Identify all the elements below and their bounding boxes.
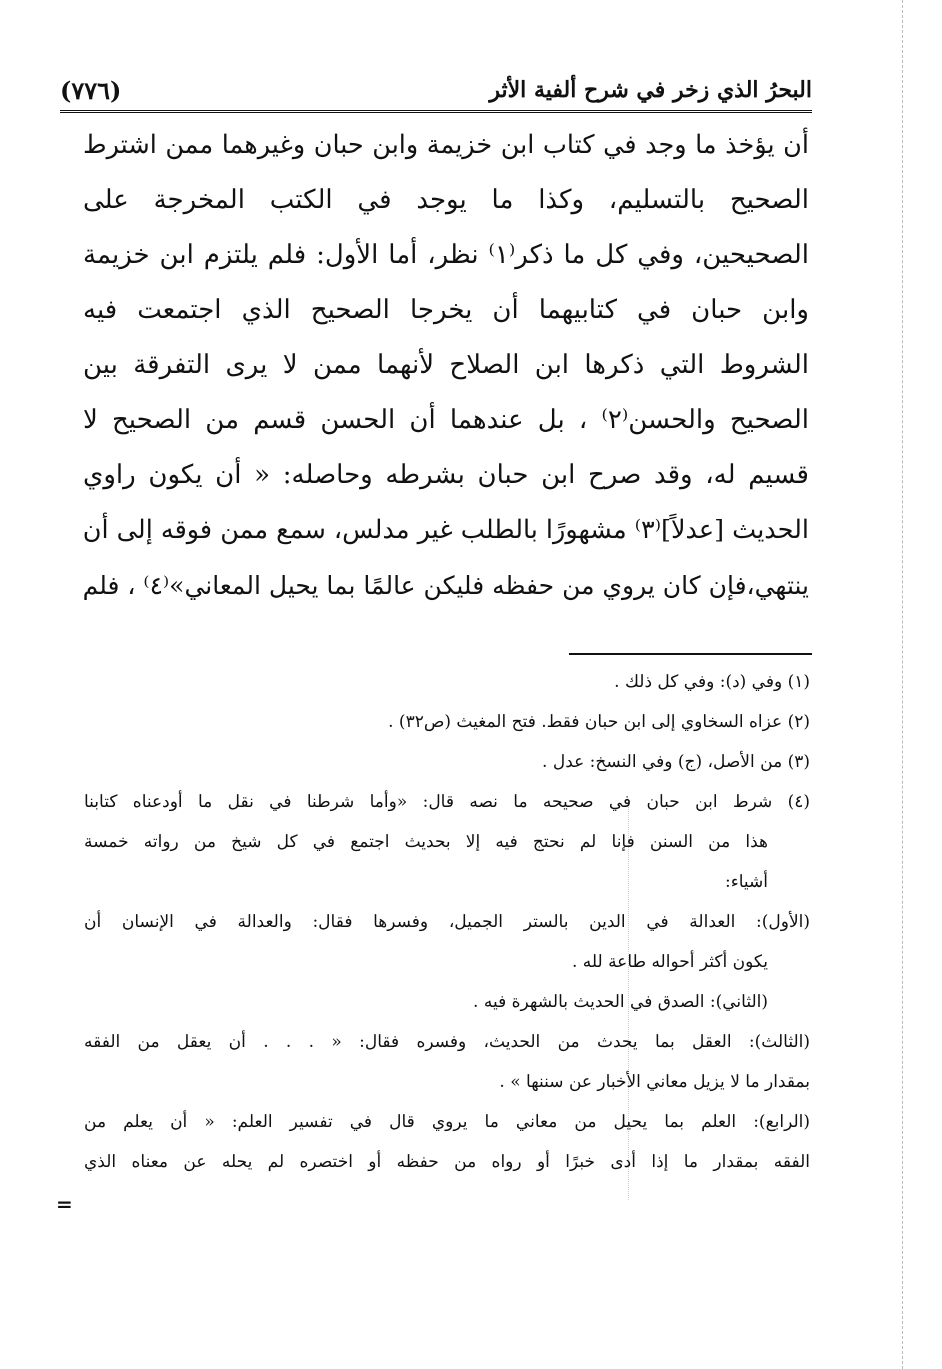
text-line: ينتهي،فإن كان يروي من حفظه فليكن عالمًا بما يحيل المعاني»⁽٤⁾ ، فلم (82, 571, 809, 600)
text-line: قسيم له، وقد صرح ابن حبان بشرطه وحاصله: « أن يكون راوي (83, 460, 809, 490)
text-line: وابن حبان في كتابيهما أن يخرجا الصحيح الذي اجتمعت فيه (83, 295, 809, 325)
footnote-line: (الرابع): العلم بما يحيل من معاني ما يروي قال في تفسير العلم: « أن يعلم من (84, 1112, 810, 1132)
page-number: (٧٧٦) (60, 75, 122, 105)
footnote-line: هذا من السنن فإنا لم نحتج فيه إلا بحديث اجتمع في كل شيخ من رواته خمسة (84, 832, 768, 852)
text-line: الصحيحين، وفي كل ما ذكر⁽١⁾ نظر، أما الأول: فلم يلتزم ابن خزيمة (83, 240, 809, 270)
footnote-line: (الثاني): الصدق في الحديث بالشهرة فيه . (473, 992, 768, 1012)
footnote-line: (الثالث): العقل بما يحدث من الحديث، وفسره فقال: « . . . أن يعقل من الفقه (84, 1032, 810, 1052)
header-rule (60, 110, 812, 113)
page-fold-line (902, 0, 903, 1369)
book-title: البحرُ الذي زخر في شرح ألفية الأثر (489, 77, 812, 103)
text-line: أن يؤخذ ما وجد في كتاب ابن خزيمة وابن حبان وغيرهما ممن اشترط (83, 130, 809, 160)
footnote-line: (٣) من الأصل، (ج) وفي النسخ: عدل . (542, 752, 810, 772)
footnote-separator (569, 653, 812, 655)
text-line: الصحيح بالتسليم، وكذا ما يوجد في الكتب المخرجة على (83, 185, 809, 215)
continuation-mark: = (56, 1192, 73, 1216)
footnote-line: (١) وفي (د): وفي كل ذلك . (614, 672, 810, 692)
footnote-line: (٢) عزاه السخاوي إلى ابن حبان فقط. فتح المغيث (ص٣٢) . (388, 712, 810, 732)
footnotes (84, 662, 810, 1182)
footnote-line: (٤) شرط ابن حبان في صحيحه ما نصه قال: «وأما شرطنا في نقل ما أودعناه كتابنا (84, 792, 810, 812)
footnote-line: بمقدار ما لا يزيل معاني الأخبار عن سننها » . (499, 1072, 810, 1092)
text-line: الصحيح والحسن⁽٢⁾ ، بل عندهما أن الحسن قسم من الصحيح لا (83, 405, 809, 435)
page-header (60, 72, 812, 108)
footnote-line: يكون أكثر أحواله طاعة لله . (571, 952, 768, 972)
footnote-line: أشياء: (725, 872, 768, 892)
footnote-line: الفقه بمقدار ما إذا أدى خبرًا أو رواه من حفظه أو اختصره لم يحله عن معناه الذي (84, 1152, 810, 1172)
text-line: الشروط التي ذكرها ابن الصلاح لأنهما ممن لا يرى التفرقة بين (83, 350, 809, 380)
text-line: الحديث [عدلاً]⁽٣⁾ مشهورًا بالطلب غير مدلس، سمع ممن فوقه إلى أن (82, 515, 809, 545)
main-text (83, 118, 809, 613)
footnote-line: (الأول): العدالة في الدين بالستر الجميل، وفسرها فقال: والعدالة في الإنسان أن (84, 912, 810, 932)
